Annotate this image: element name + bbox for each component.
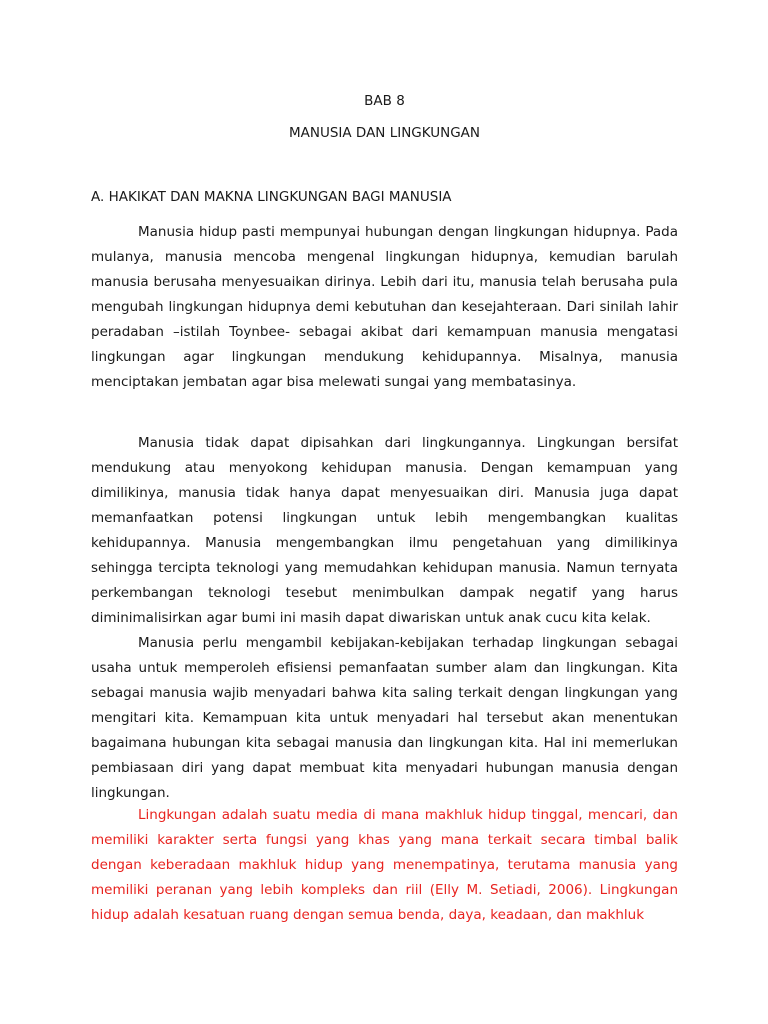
chapter-label: BAB 8 [364, 93, 405, 109]
paragraph: Manusia perlu mengambil kebijakan-kebijakan terhadap lingkungan sebagai usaha untuk memperoleh efisiensi pemanfaatan sumber alam dan lingkungan. Kita sebagai manusia wajib menyadari bahwa kita saling terkait dengan lingkungan yang mengitari kita. Kemampuan kita untuk menyadari hal tersebut akan menentukan bagaimana hubungan kita sebagai manusia dan lingkungan kita. Hal ini memerlukan pembiasaan diri yang dapat membuat kita menyadari hubungan manusia dengan lingkungan. [91, 635, 678, 801]
highlighted-paragraph: Lingkungan adalah suatu media di mana makhluk hidup tinggal, mencari, dan memiliki karakter serta fungsi yang khas yang mana terkait secara timbal balik dengan keberadaan makhluk hidup yang menempatinya, terutama manusia yang memiliki peranan yang lebih kompleks dan riil (Elly M. Setiadi, 2006). Lingkungan hidup adalah kesatuan ruang dengan semua benda, daya, keadaan, dan makhluk [91, 807, 678, 923]
paragraph: Manusia tidak dapat dipisahkan dari lingkungannya. Lingkungan bersifat mendukung atau menyokong kehidupan manusia. Dengan kemampuan yang dimilikinya, manusia tidak hanya dapat menyesuaikan diri. Manusia juga dapat memanfaatkan potensi lingkungan untuk lebih mengembangkan kualitas kehidupannya. Manusia mengembangkan ilmu pengetahuan yang dimilikinya sehingga tercipta teknologi yang memudahkan kehidupan manusia. Namun ternyata perkembangan teknologi tesebut menimbulkan dampak negatif yang harus diminimalisirkan agar bumi ini masih dapat diwariskan untuk anak cucu kita kelak. [91, 435, 678, 626]
section-heading: A. HAKIKAT DAN MAKNA LINGKUNGAN BAGI MANUSIA [91, 189, 452, 205]
paragraph: Manusia hidup pasti mempunyai hubungan dengan lingkungan hidupnya. Pada mulanya, manusia mencoba mengenal lingkungan hidupnya, kemudian barulah manusia berusaha menyesuaikan dirinya. Lebih dari itu, manusia telah berusaha pula mengubah lingkungan hidupnya demi kebutuhan dan kesejahteraan. Dari sinilah lahir peradaban –istilah Toynbee- sebagai akibat dari kemampuan manusia mengatasi lingkungan agar lingkungan mendukung kehidupannya. Misalnya, manusia menciptakan jembatan agar bisa melewati sungai yang membatasinya. [91, 224, 678, 390]
chapter-title: MANUSIA DAN LINGKUNGAN [288, 125, 481, 141]
